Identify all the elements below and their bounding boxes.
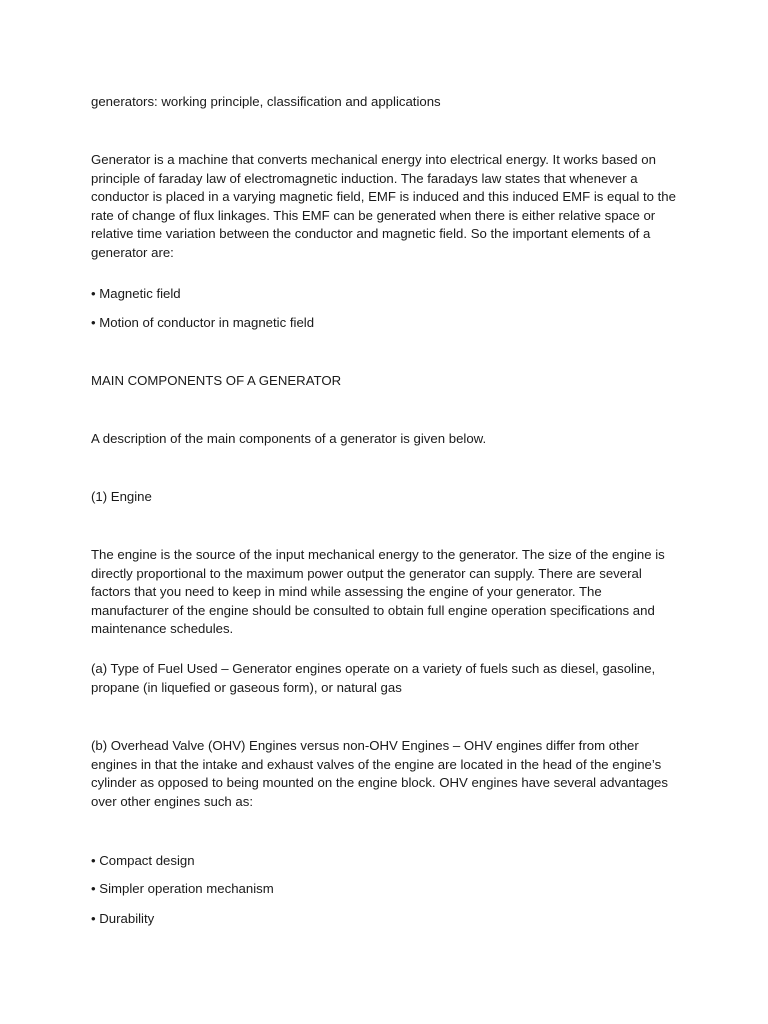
engine-paragraph: The engine is the source of the input mechanical energy to the generator. The size of the engine is directly proportional to the maximum power output the generator can supply. There are several factors that you need to keep in mind while assessing the engine of your generator. The manufacturer of the engine should be consulted to obtain full engine operation specifications and maintenance schedules. [91, 547, 665, 636]
document-title: generators: working principle, classification and applications [91, 94, 441, 109]
list-item: • Magnetic field [91, 286, 181, 301]
fuel-paragraph: (a) Type of Fuel Used – Generator engines operate on a variety of fuels such as diesel, gasoline, propane (in liquefied or gaseous form), or natural gas [91, 661, 656, 695]
list-item: • Durability [91, 911, 155, 926]
section-intro-paragraph: A description of the main components of a generator is given below. [91, 431, 487, 446]
list-item: • Compact design [91, 853, 195, 868]
intro-paragraph: Generator is a machine that converts mechanical energy into electrical energy. It works based on principle of faraday law of electromagnetic induction. The faradays law states that whenever a conductor is placed in a varying magnetic field, EMF is induced and this induced EMF is equal to the rate of change of flux linkages. This EMF can be generated when there is either relative space or relative time variation between the conductor and magnetic field. So the important elements of a generator are: [91, 152, 676, 260]
list-item: • Simpler operation mechanism [91, 881, 274, 896]
section-heading: MAIN COMPONENTS OF A GENERATOR [91, 373, 342, 388]
subsection-heading: (1) Engine [91, 489, 152, 504]
ohv-paragraph: (b) Overhead Valve (OHV) Engines versus non-OHV Engines – OHV engines differ from other engines in that the intake and exhaust valves of the engine are located in the head of the engine’s cylinder as opposed to being mounted on the engine block. OHV engines have several advantages over other engines such as: [91, 738, 668, 809]
list-item: • Motion of conductor in magnetic field [91, 315, 315, 330]
